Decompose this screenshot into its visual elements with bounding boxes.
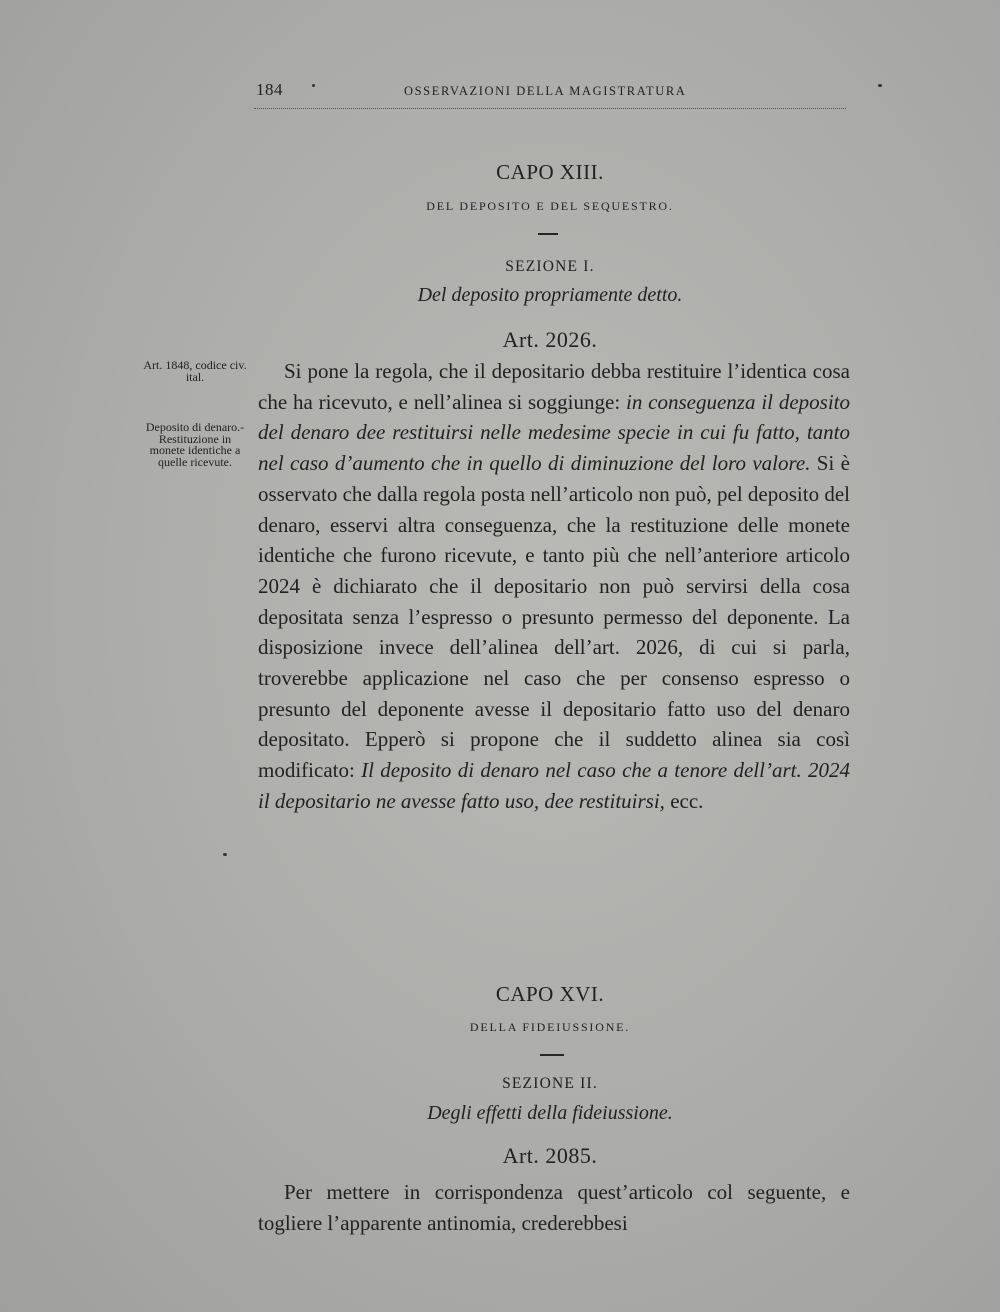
section-heading: SEZIONE I. (505, 258, 595, 275)
print-speck (878, 84, 882, 87)
section-title: Degli effetti della fideiussione. (427, 1102, 673, 1124)
article-heading: Art. 2026. (502, 327, 598, 352)
article-2085-text (258, 1177, 850, 1238)
article-2026-text (258, 356, 850, 817)
page-header (254, 78, 846, 109)
italic-proposal: Il deposito di denaro nel caso che a tenore dell’art. 2024 il depositario ne avesse fatto uso, dee restituirsi, (258, 758, 851, 813)
section-divider (538, 233, 558, 235)
margin-note-summary: Deposito di denaro.-Restituzione in monete identiche a quelle ricevute. (145, 420, 245, 469)
section-title: Del deposito propriamente detto. (417, 284, 683, 306)
margin-note-reference: Art. 1848, codice civ. ital. (143, 358, 247, 384)
chapter-subtitle: DEL DEPOSITO E DEL SEQUESTRO. (426, 199, 674, 213)
chapter-subtitle: DELLA FIDEIUSSIONE. (469, 1020, 631, 1034)
running-title: OSSERVAZIONI DELLA MAGISTRATURA (404, 84, 687, 98)
chapter-heading: CAPO XIII. (496, 160, 604, 184)
paragraph-text: Si pone la regola, che il depositario debba restituire l’identica cosa che ha ricevuto, e nell’alinea si soggiunge: (258, 359, 850, 414)
print-speck (312, 84, 315, 87)
section-divider (540, 1054, 564, 1056)
paragraph-text: ecc. (664, 788, 704, 813)
page-number: 184 (256, 80, 283, 99)
print-speck (223, 853, 227, 856)
chapter-heading: CAPO XVI. (495, 982, 605, 1006)
paragraph-text: Per mettere in corrispondenza quest’articolo col seguente, e togliere l’apparente antinomia, crederebbesi (258, 1180, 850, 1235)
section-heading: SEZIONE II. (502, 1075, 598, 1092)
italic-quote: in conseguenza il deposito del denaro dee restituirsi nelle medesime specie in cui fu fatto, tanto nel caso d’aumento che in quello di diminuzione del loro valore. (258, 389, 850, 476)
article-heading: Art. 2085. (502, 1143, 598, 1168)
paragraph-text: Si è osservato che dalla regola posta nell’articolo non può, pel deposito del denaro, esservi altra conseguenza, che la restituzione delle monete identiche che furono ricevute, e tanto più che nell’anteriore articolo 2024 è dichiarato che il depositario non può servirsi della cosa depositata senza l’espresso o presunto permesso del deponente. La disposizione invece dell’alinea dell’art. 2026, di cui si parla, troverebbe applicazione nel caso che per consenso espresso o presunto del deponente avesse il depositario fatto uso del denaro depositato. Epperò si propone che il suddetto alinea sia così modificato: (258, 451, 850, 783)
